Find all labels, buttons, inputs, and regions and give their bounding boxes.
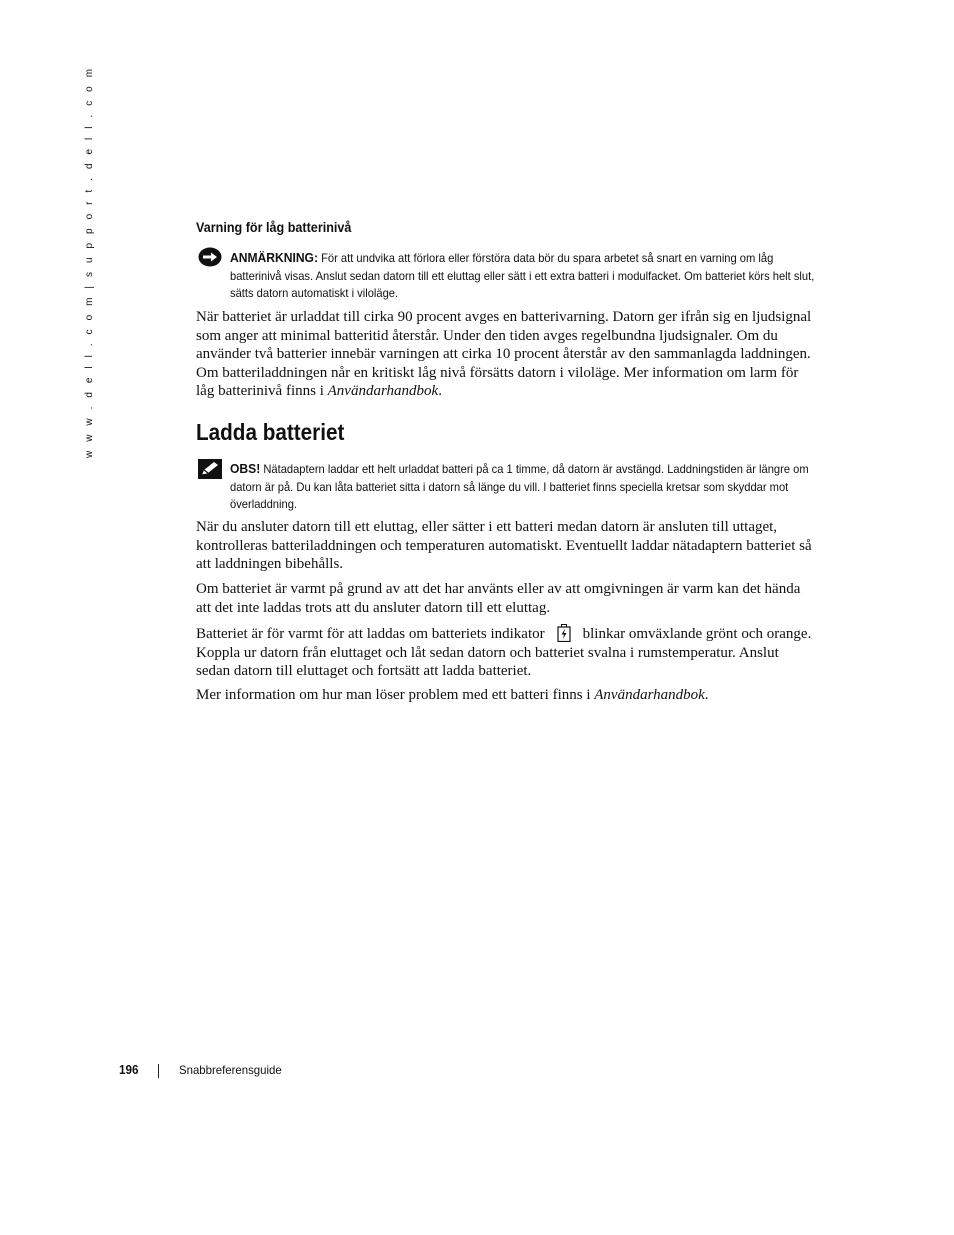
note-label: OBS! [230, 461, 261, 476]
paragraph-charge-3 [196, 624, 816, 681]
manual-reference: Användarhandbok [327, 383, 439, 399]
note-text [230, 460, 815, 514]
battery-indicator-icon [557, 624, 571, 642]
notice-arrow-icon [198, 247, 222, 267]
page-number: 196 [119, 1062, 139, 1077]
paragraph-low-battery-text: När batteriet är urladdat till cirka 90 procent avges en batterivarning. Datorn ger ifrån sig en ljudsignal som anger att minimal batteritid återstår. Under den tiden avges regelbundna ljudsignaler. Om du använder två batterier innebär varningen att cirka 10 procent återstår av den sammanlagda laddningen. Om batteriladdningen når en kritiskt låg nivå försätts datorn i viloläge. Mer information om larm för låg batterinivå finns i [196, 309, 812, 399]
paragraph-charge-4-end: . [704, 687, 709, 703]
paragraph-charge-1: När du ansluter datorn till ett eluttag, eller sätter i ett batteri medan datorn är ansluten till uttaget, kontrolleras batteriladdningen och temperaturen automatiskt. Eventuellt laddar nätadaptern batteriet så att laddningen bibehålls. [196, 519, 812, 572]
manual-reference-2: Användarhandbok [594, 687, 705, 703]
paragraph-charge-2: Om batteriet är varmt på grund av att det har använts eller av att omgivningen är varm kan det hända att det inte laddas trots att du ansluter datorn till ett eluttag. [196, 581, 801, 616]
section-heading-low-battery: Varning för låg batterinivå [196, 219, 352, 235]
paragraph-charge-3-end: blinkar omväxlande grönt och orange. Koppla ur datorn från eluttaget och låt sedan datorn och batteriet svalna i rumstemperatur. Anslut sedan datorn till eluttaget och fortsätt att ladda batteriet. [196, 626, 812, 679]
guide-title: Snabbreferensguide [179, 1063, 282, 1077]
paragraph-charge-4 [196, 686, 816, 705]
paragraph-charge-3-start: Batteriet är för varmt för att laddas om batteriets indikator [196, 626, 545, 642]
note-pencil-icon [198, 459, 222, 479]
paragraph-low-battery [196, 308, 816, 401]
notice-text [230, 249, 815, 303]
paragraph-end: . [438, 383, 442, 399]
footer-divider [158, 1064, 159, 1078]
note-body: Nätadaptern laddar ett helt urladdat batteri på ca 1 timme, då datorn är avstängd. Laddningstiden är längre om datorn är på. Du kan låta batteriet sitta i datorn så länge du vill. I batteriet finns speciella kretsar som skyddar mot överladdning. [230, 462, 809, 511]
notice-label: ANMÄRKNING: [230, 250, 318, 265]
paragraph-charge-4-text: Mer information om hur man löser problem med ett batteri finns i [196, 687, 595, 703]
section-heading-charge: Ladda batteriet [196, 419, 345, 445]
notice-body: För att undvika att förlora eller förstöra data bör du spara arbetet så snart en varning om låg batterinivå visas. Anslut sedan datorn till ett eluttag eller sätt i ett extra batteri i modulfacket. Om batteriet körs helt slut, sätts datorn automatiskt i viloläge. [230, 251, 815, 300]
sidebar-url: w w w . d e l l . c o m | s u p p o r t . d e l l . c o m [84, 65, 95, 458]
